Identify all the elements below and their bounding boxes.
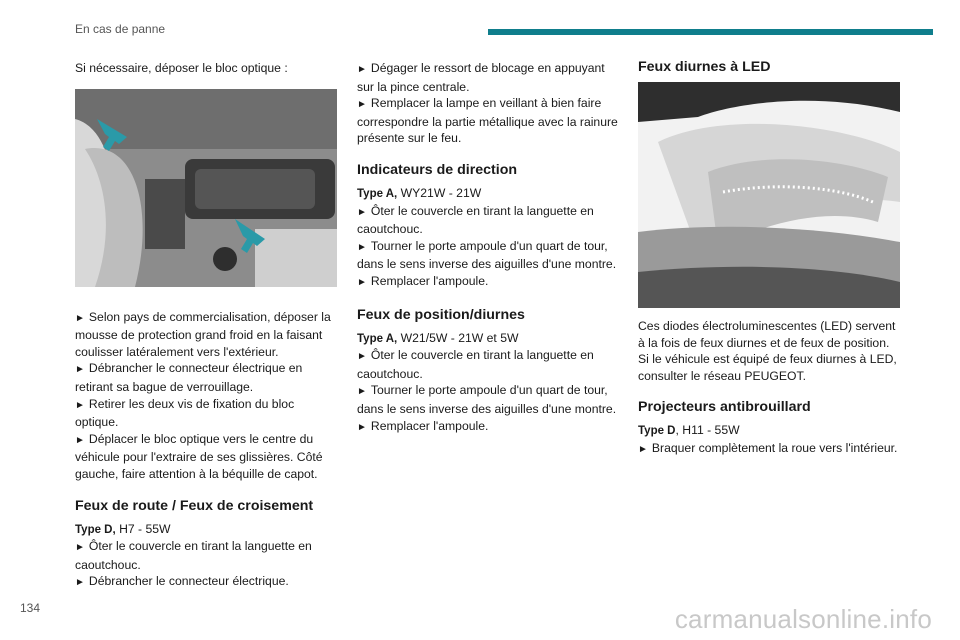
bullet-arrow-icon: ►	[75, 542, 85, 554]
bulb-type: Type A, W21/5W - 21W et 5W	[357, 330, 519, 345]
bullet-arrow-icon: ►	[357, 276, 367, 288]
led-text-1: Ces diodes électroluminescentes (LED) servent à la fois de feux diurnes et de feux de position.	[638, 319, 896, 350]
bullet-arrow-icon: ►	[357, 386, 367, 398]
watermark: carmanualsonline.info	[674, 604, 932, 634]
step-headlight-1: ► Ôter le couvercle en tirant la languette en caoutchouc.	[75, 539, 312, 572]
column-middle	[357, 60, 619, 436]
step-position-1: ► Ôter le couvercle en tirant la languette en caoutchouc.	[357, 348, 594, 381]
bullet-arrow-icon: ►	[357, 206, 367, 218]
intro-text: Si nécessaire, déposer le bloc optique :	[75, 61, 288, 75]
header-accent-bar	[488, 29, 933, 35]
step-4: ► Déplacer le bloc optique vers le centre du véhicule pour l'extraire de ses glissières. Côté gauche, faire attention à la béquille de capot.	[75, 431, 323, 481]
bullet-arrow-icon: ►	[357, 241, 367, 253]
section-title-position-lights: Feux de position/diurnes	[357, 306, 525, 323]
column-left	[75, 60, 337, 592]
engine-bay-photo	[75, 89, 337, 287]
step-2: ► Débrancher le connecteur électrique en retirant sa bague de verrouillage.	[75, 361, 303, 394]
bulb-type: Type D, H7 - 55W	[75, 521, 171, 536]
step-spring: ► Dégager le ressort de blocage en appuyant sur la pince centrale.	[357, 61, 605, 94]
bullet-arrow-icon: ►	[75, 577, 85, 589]
bullet-arrow-icon: ►	[75, 312, 85, 324]
section-title-headlights: Feux de route / Feux de croisement	[75, 497, 314, 514]
bullet-arrow-icon: ►	[357, 351, 367, 363]
step-fog-1: ► Braquer complètement la roue vers l'intérieur.	[638, 440, 898, 455]
bullet-arrow-icon: ►	[75, 399, 85, 411]
step-indicator-3: ► Remplacer l'ampoule.	[357, 273, 489, 288]
column-right	[638, 60, 900, 459]
bullet-arrow-icon: ►	[357, 64, 367, 75]
step-indicator-1: ► Ôter le couvercle en tirant la languette en caoutchouc.	[357, 203, 594, 237]
step-replace-lamp: ► Remplacer la lampe en veillant à bien faire correspondre la partie métallique avec la rainure présente sur le feu.	[357, 96, 618, 146]
step-3: ► Retirer les deux vis de fixation du bloc optique.	[75, 396, 295, 430]
bullet-arrow-icon: ►	[357, 421, 367, 433]
section-title-led: Feux diurnes à LED	[638, 59, 771, 75]
step-position-3: ► Remplacer l'ampoule.	[357, 418, 489, 433]
bulb-type: Type D, H11 - 55W	[638, 423, 740, 438]
bullet-arrow-icon: ►	[75, 364, 85, 376]
step-headlight-2: ► Débrancher le connecteur électrique.	[75, 574, 289, 589]
section-title-indicators: Indicateurs de direction	[357, 161, 518, 178]
bullet-arrow-icon: ►	[357, 99, 367, 111]
bullet-arrow-icon: ►	[75, 434, 85, 446]
step-indicator-2: ► Tourner le porte ampoule d'un quart de tour, dans le sens inverse des aiguilles d'une montre.	[357, 238, 617, 272]
led-text-2: Si le véhicule est équipé de feux diurnes à LED, consulter le réseau PEUGEOT.	[638, 352, 897, 383]
bullet-arrow-icon: ►	[638, 443, 648, 455]
header-section-title: En cas de panne	[75, 22, 166, 36]
section-title-fog: Projecteurs antibrouillard	[638, 399, 811, 416]
step-1: ► Selon pays de commercialisation, déposer la mousse de protection grand froid en la faisant coulisser latéralement vers l'extérieur.	[75, 309, 331, 359]
led-headlight-photo	[638, 82, 900, 308]
page-number: 134	[20, 601, 41, 615]
step-position-2: ► Tourner le porte ampoule d'un quart de tour, dans le sens inverse des aiguilles d'une montre.	[357, 383, 617, 416]
bulb-type: Type A, WY21W - 21W	[357, 185, 482, 200]
